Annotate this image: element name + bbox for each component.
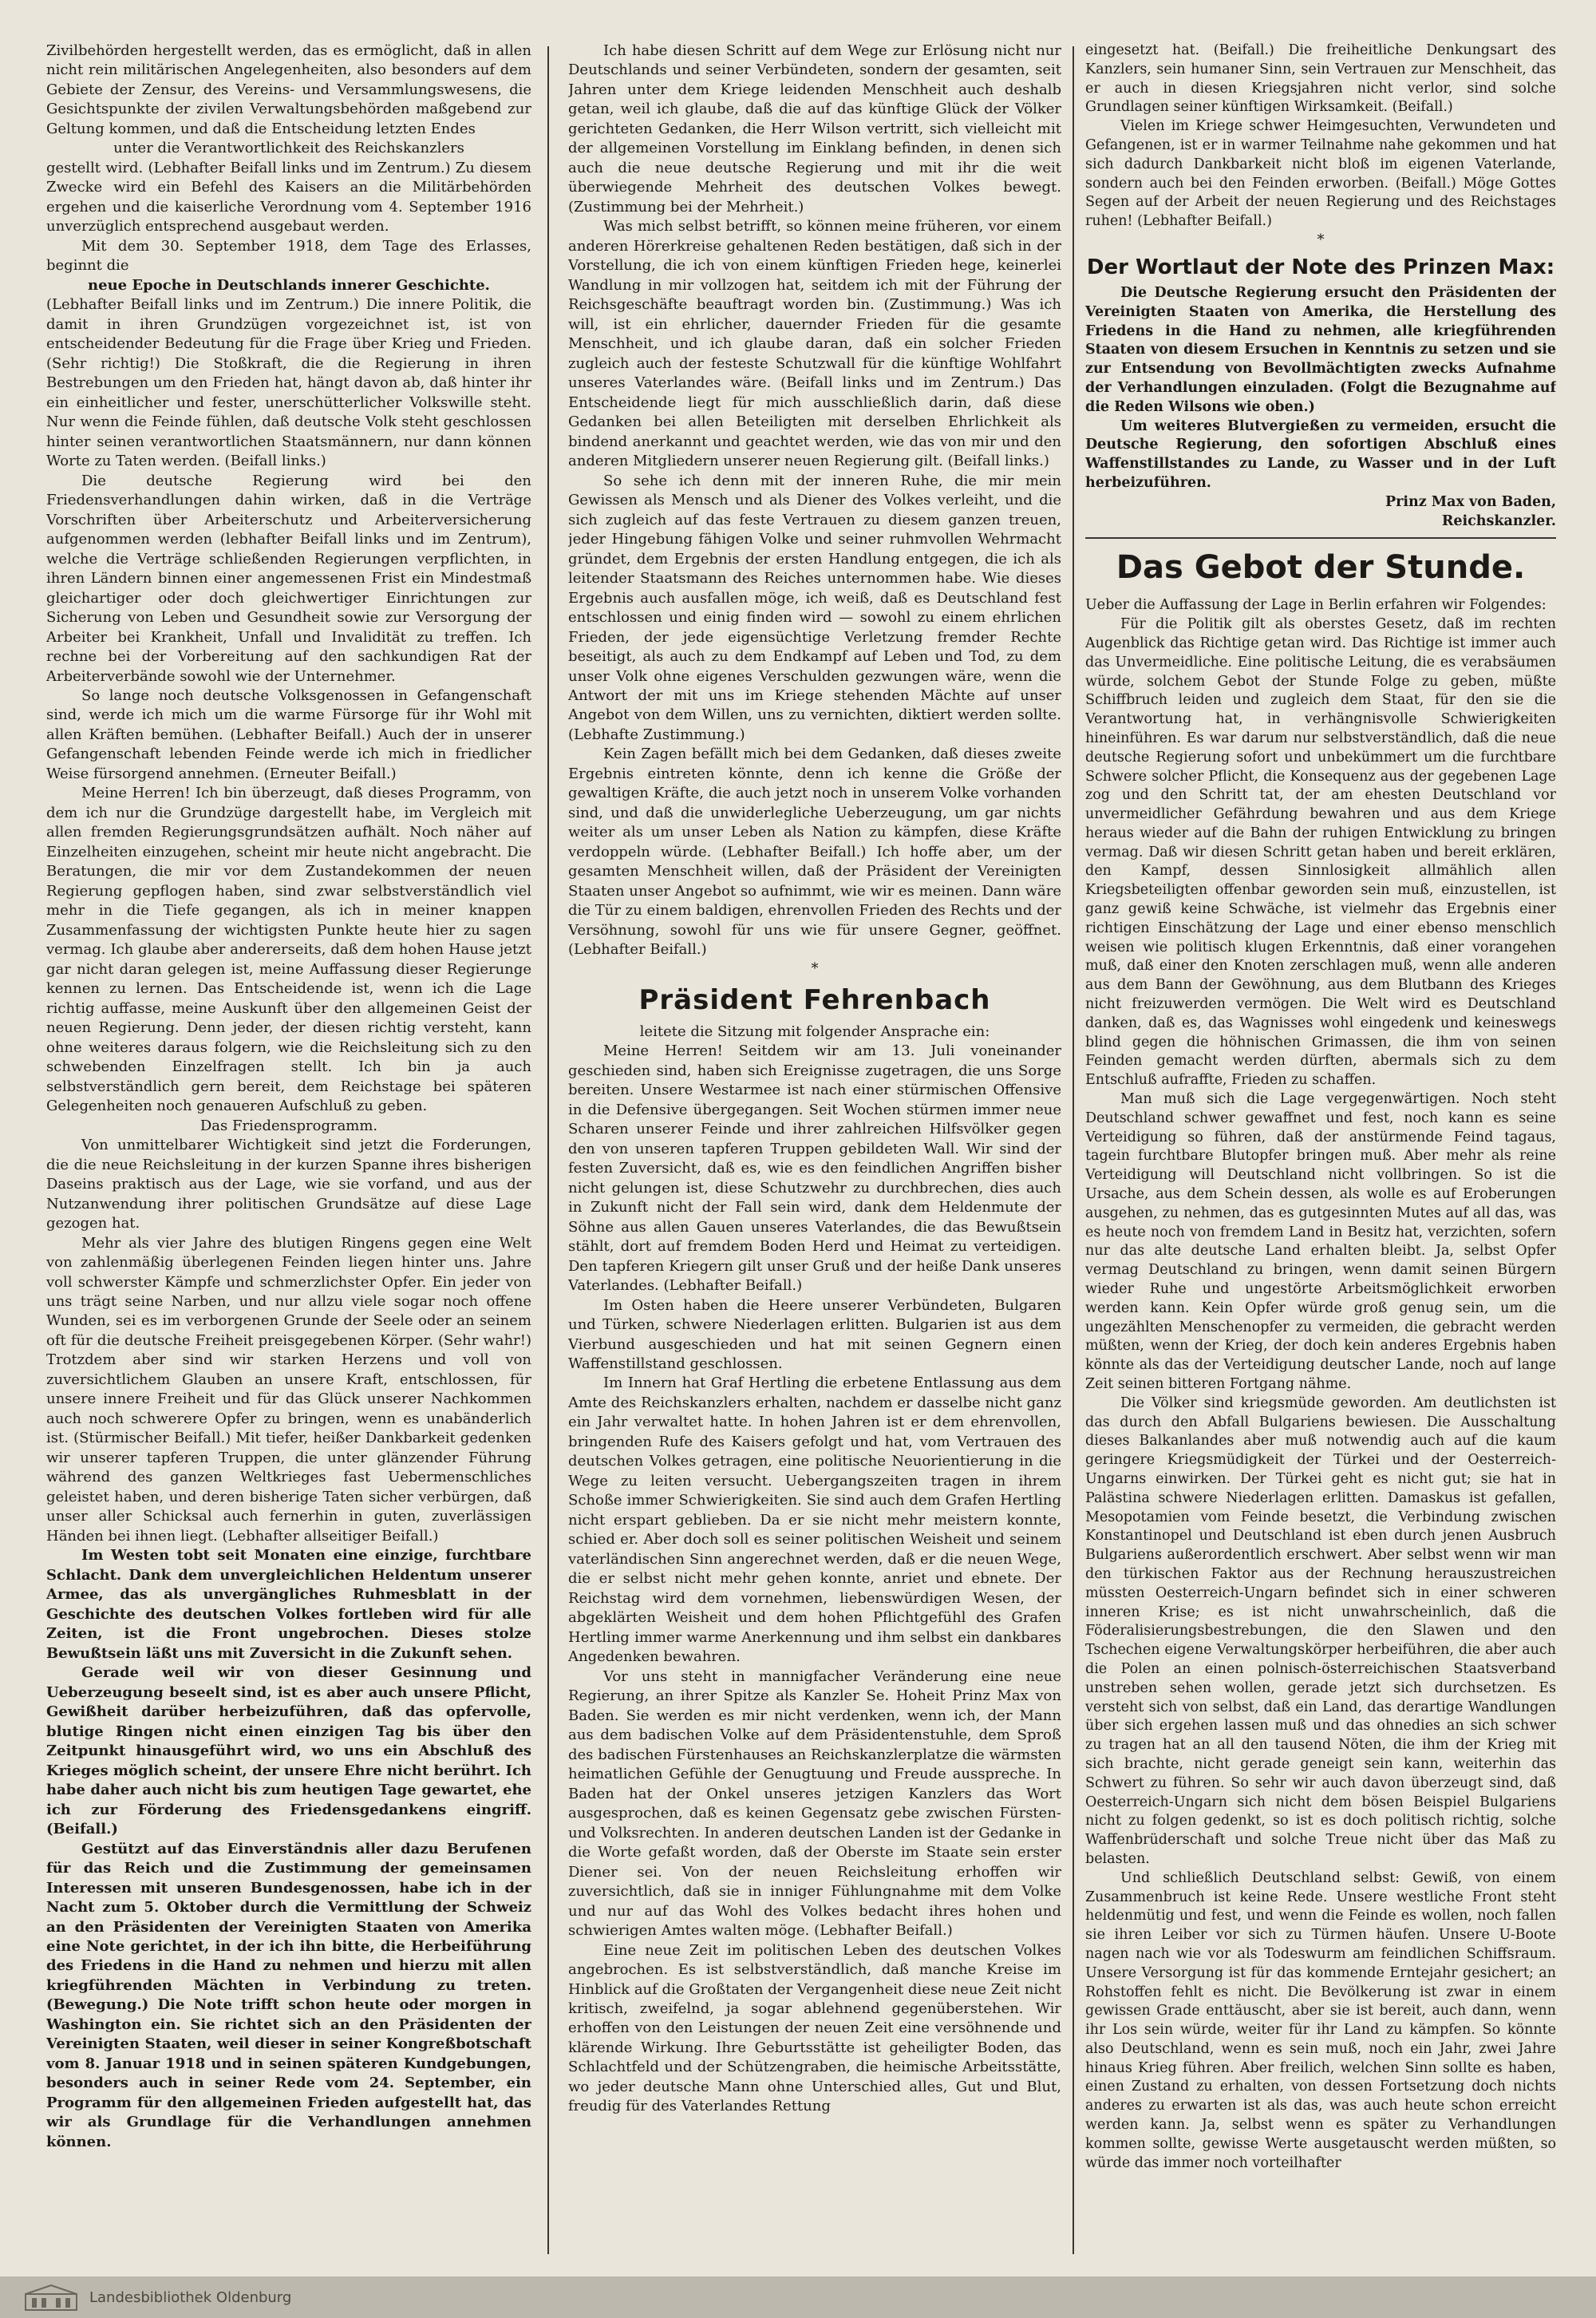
column-left: [46, 42, 531, 2270]
column-rule: [547, 46, 549, 2254]
paragraph: Ich habe diesen Schritt auf dem Wege zur Erlösung nicht nur Deutschlands und seiner Verbündeten, sondern der gesamten, seit Jahren unter dem Kriege leidenden Menschheit auch deshalb getan, weil ich glaube, daß die auf das künftige Glück der Völker gerichteten Gedanken, die Herr Wilson vertritt, sich vielleicht mit der allgemeinen Vorstellung im Einklang befinden, in denen sich auch die neue deutsche Regierung und mit ihr die weit überwiegende Mehrheit des deutschen Volkes bewegt. (Zustimmung bei der Mehrheit.): [568, 42, 1061, 216]
paragraph: Reichskanzler.: [1441, 512, 1556, 529]
paragraph: eingesetzt hat. (Beifall.) Die freiheitliche Denkungsart des Kanzlers, sein humaner Sinn, sein Vertrauen zur Menschheit, das er auch in diesen Kriegsjahren nicht verlor, sind solche Grundlagen seiner künftigen Wirksamkeit. (Beifall.): [1085, 42, 1556, 116]
paragraph: Die deutsche Regierung wird bei den Friedensverhandlungen dahin wirken, daß in die Verträge Vorschriften über Arbeiterschutz und Arbeiterversicherung aufgenommen werden (lebhafter Beifall links und im Zentrum), welche die Verträge schließenden Regierungen verpflichten, in ihren Ländern binnen einer angemessenen Frist ein Mindestmaß gleichartiger oder doch gleichwertiger Einrichtungen zur Sicherung von Leben und Gesundheit sowie zur Versorgung der Arbeiter bei Krankheit, Unfall und Invalidität zu treffen. Ich rechne bei der Vorbereitung auf den sachkundigen Rat der Arbeiterverbände sowohl wie der Unternehmer.: [46, 472, 531, 685]
article-headline: Das Gebot der Stunde.: [1116, 549, 1526, 587]
paragraph: Mit dem 30. September 1918, dem Tage des Erlasses, beginnt die: [46, 237, 531, 275]
paragraph: Die Deutsche Regierung ersucht den Präsidenten der Vereinigten Staaten von Amerika, die Herstellung des Friedens in die Hand zu nehmen, alle kriegführenden Staaten von diesem Ersuchen in Kenntnis zu setzen und sie zur Entsendung von Bevollmächtigten zwecks Aufnahme der Verhandlungen einzuladen. (Folgt die Bezugnahme auf die Reden Wilsons wie oben.): [1085, 284, 1556, 415]
paragraph: unter die Verantwortlichkeit des Reichskanzlers: [113, 140, 464, 157]
paragraph: Vielen im Kriege schwer Heimgesuchten, Verwundeten und Gefangenen, ist er in warmer Teilnahme nahe gekommen und hat sich dadurch Dankbarkeit nicht bloß im eigenen Vaterlande, sondern auch bei den Feinden erworben. (Beifall.) Möge Gottes Segen auf der Arbeit der neuen Regierung und des Reichstages ruhen! (Lebhafter Beifall.): [1085, 118, 1556, 230]
divider: [1085, 537, 1556, 539]
paragraph: Man muß sich die Lage vergegenwärtigen. Noch steht Deutschland schwer gewaffnet und fest, noch kann es seine Verteidigung so führen, daß der anstürmende Feind tagaus, tagein furchtbare Blutopfer bringen muß. Aber mehr als reine Verteidigung will Deutschland nicht vollbringen. So ist die Ursache, aus dem Schein dessen, als wolle es auf Eroberungen ausgehen, zu nehmen, das es gutgesinnten Mutes auf all das, was es heute noch von fremdem Land in Besitz hat, verzichten, sofern nur das alte deutsche Land erhalten bleibt. Ja, selbst Opfer vermag Deutschland zu bringen, wenn damit seinen Bürgern wieder Ruhe und ungestörte Arbeitsmöglichkeit erworben werden kann. Kein Opfer würde groß genug sein, um die ungezählten Menschenopfer zu vermeiden, die gebracht werden müßten, wenn der Krieg, der doch kein anderes Ergebnis haben könnte als das der Verteidigung deutscher Lande, noch auf lange Zeit seinen bitteren Fortgang nähme.: [1085, 1091, 1556, 1392]
separator-star: *: [1317, 231, 1325, 248]
paragraph: Das Friedensprogramm.: [200, 1117, 378, 1134]
paragraph: Ueber die Auffassung der Lage in Berlin erfahren wir Folgendes:: [1085, 597, 1547, 614]
paragraph: Im Osten haben die Heere unserer Verbündeten, Bulgaren und Türken, schwere Niederlagen erlitten. Bulgarien ist aus dem Vierbund ausgeschieden und hat mit seinen Gegnern einen Waffenstillstand geschlossen.: [568, 1296, 1061, 1372]
paragraph: Von unmittelbarer Wichtigkeit sind jetzt die Forderungen, die die neue Reichsleitung in der kurzen Spanne ihres bisherigen Daseins praktisch aus der Lage, wie sie vorfand, und aus der Nutzanwendung ihrer politischen Grundsätze auf diese Lage gezogen hat.: [46, 1137, 531, 1232]
paragraph: So lange noch deutsche Volksgenossen in Gefangenschaft sind, werde ich mich um die warme Fürsorge für ihr Wohl mit allen Kräften bemühen. (Lebhafter Beifall.) Auch der in unserer Gefangenschaft lebenden Feinde werde ich mich in friedlicher Weise fürsorgend annehmen. (Erneuter Beifall.): [46, 686, 531, 782]
section-heading: Präsident Fehrenbach: [638, 983, 991, 1016]
paragraph: neue Epoche in Deutschlands innerer Geschichte.: [88, 276, 490, 294]
paragraph: Kein Zagen befällt mich bei dem Gedanken, daß dieses zweite Ergebnis eintreten könnte, denn ich kenne die Größe der gewaltigen Kräfte, die auch jetzt noch in unserem Volke vorhanden sind, und daß die unwiderlegliche Ueberzeugung, um gar nichts weiter als um unser Leben als Nation zu kämpfen, diese Kräfte verdoppeln würde. (Lebhafter Beifall.) Ich hoffe aber, um der gesamten Menschheit willen, daß der Präsident der Vereinigten Staaten unser Angebot so aufnimmt, wie wir es meinen. Dann wäre die Tür zu einem baldigen, ehrenvollen Frieden des Rechts und der Versöhnung, sowohl für uns wie für unsere Gegner, geöffnet. (Lebhafter Beifall.): [568, 746, 1061, 959]
column-right: [1085, 42, 1556, 2270]
paragraph: Mehr als vier Jahre des blutigen Ringens gegen eine Welt von zahlenmäßig überlegenen Feinden liegen hinter uns. Jahre voll schwerster Kämpfe und schmerzlichster Opfer. Ein jeder von uns trägt seine Narben, und nur allzu viele sogar noch offene Wunden, sei es im verborgenen Grunde der Seele oder an seinem oft für die deutsche Freiheit preisgegebenen Körper. (Sehr wahr!) Trotzdem aber sind wir starken Herzens und voll von zuversichtlichem Glauben an unsere Kraft, entschlossen, für unsere innere Freiheit und für das Glück unserer Nachkommen auch noch schwerere Opfer zu bringen, wenn es unabänderlich ist. (Stürmischer Beifall.) Mit tiefer, heißer Dankbarkeit gedenken wir unserer tapferen Truppen, die unter glänzender Führung während des ganzen Weltkrieges fast Uebermenschliches geleistet haben, und deren bisherige Taten sicher verbürgen, daß unser aller Schicksal auch fernerhin in guten, zuverlässigen Händen bei ihnen liegt. (Lebhafter allseitiger Beifall.): [46, 1234, 531, 1545]
paragraph: Eine neue Zeit im politischen Leben des deutschen Volkes angebrochen. Es ist selbstverständlich, daß manche Kreise im Hinblick auf die Großtaten der Vergangenheit diese neue Zeit nicht kritisch, zweifelnd, ja sogar ablehnend gegenüberstehen. Wir erhoffen von den Leistungen der neuen Zeit eine versöhnende und klärende Wirkung. Ihre Geburtsstätte ist geheiligter Boden, das Schlachtfeld und der Schützengraben, die heimische Arbeitsstätte, wo jeder deutsche Mann ohne Unterschied alles, Gut und Blut, freudig für des Vaterlandes Rettung: [568, 1941, 1061, 2115]
paragraph: Meine Herren! Ich bin überzeugt, daß dieses Programm, von dem ich nur die Grundzüge dargestellt habe, im Vergleich mit allen fremden Regierungsgrundsätzen aufhält. Noch näher auf Einzelheiten einzugehen, scheint mir heute nicht angebracht. Die Beratungen, die mir vor dem Zustandekommen der neuen Regierung gepflogen haben, sind zwar selbstverständlich viel mehr in die Tiefe gegangen, als ich in meiner knappen Zusammenfassung der wichtigsten Punkte heute hier zu sagen vermag. Ich glaube aber andererseits, daß dem hohen Hause jetzt gar nicht daran gelegen ist, meine Auffassung dieser Regierunge kennen zu lernen. Das Entscheidende ist, wenn ich die Lage richtig auffasse, meine Auskunft über den allgemeinen Geist der neuen Regierung. Denn jeder, der diesen richtig versteht, kann ohne weiteres daraus folgern, wie die Reichsleitung sich zu den schwebenden Einzelfragen stellt. Ich bin ja auch selbstverständlich gern bereit, dem Reichstage bei späteren Gelegenheiten noch genaueren Aufschluß zu geben.: [46, 785, 531, 1115]
paragraph: Meine Herren! Seitdem wir am 13. Juli voneinander geschieden sind, haben sich Ereignisse zugetragen, die uns Sorge bereiten. Unsere Westarmee ist nach einer stürmischen Offensive in die Defensive übergegangen. Seit Wochen stürmen immer neue Scharen unserer Feinde und ihrer zahlreichen Hilfsvölker gegen den von unseren tapferen Truppen gebildeten Wall. Wir sind der festen Zuversicht, daß es, wie es den feindlichen Angriffen bisher nicht gelungen ist, diese Schutzwehr zu durchbrechen, dies auch in Zukunft nicht der Fall sein wird, dank dem Heldenmute der Söhne aus allen Gauen unseres Vaterlandes, die das Bewußtsein stählt, dort auf fremdem Boden Herd und Heimat zu verteidigen. Den tapferen Kriegern gilt unser Gruß und der heiße Dank unseres Vaterlandes. (Lebhafter Beifall.): [568, 1042, 1061, 1295]
footer-bar: [0, 2276, 1596, 2318]
library-name: Landesbibliothek Oldenburg: [89, 2288, 292, 2306]
paragraph: leitete die Sitzung mit folgender Ansprache ein:: [639, 1023, 990, 1040]
paragraph: Um weiteres Blutvergießen zu vermeiden, ersucht die Deutsche Regierung, den sofortigen Abschluß eines Waffenstillstandes zu Lande, zu Wasser und in der Luft herbeizuführen.: [1085, 417, 1556, 491]
paragraph: Für die Politik gilt als oberstes Gesetz, daß im rechten Augenblick das Richtige getan wird. Das Richtige ist immer auch das Unvermeidliche. Eine politische Leitung, die es verabsäumen würde, solchem Gebot der Stunde Folge zu geben, müßte Schiffbruch leiden und zugleich dem Staat, für den sie die Verantwortung hat, in verhängnisvolle Schwierigkeiten hineinführen. Es war darum nur selbstverständlich, daß die neue deutsche Regierung sofort und unbekümmert um die furchtbare Schwere solcher Pflicht, die Konsequenz aus der gegebenen Lage zog und den Schritt tat, der am ehesten Deutschland vor unvermeidlicher Gefährdung bewahren und aus dem Kriege heraus wieder auf die Bahn der ruhigen Entwicklung zu bringen vermag. Daß wir diesen Schritt getan haben und bereit erklären, den Kampf, dessen Sinnlosigkeit allmählich allen Kriegsbeteiligten offenbar geworden sein muß, einzustellen, ist ganz gewiß keine Schwäche, ist vielmehr das Ergebnis einer richtigen Einschätzung der Lage und einer ebenso menschlich weisen wie politisch klugen Erkenntnis, daß einer vorangehen muß, daß einer den Knoten zerschlagen muß, wenn alle anderen aus dem Bann der Gewöhnung, aus dem Blutbann des Krieges nicht freizuwerden vermögen. Die Welt wird es Deutschland danken, daß es, das Wagnisses wohl eingedenk und keineswegs blind gegen die höhnischen Grimassen, die ihm von seinen Feinden gemacht werden dürften, abermals sich zu dem Entschluß aufraffte, Frieden zu schaffen.: [1085, 616, 1556, 1089]
note-heading: Der Wortlaut der Note des Prinzen Max:: [1086, 255, 1555, 279]
column-rule: [1073, 46, 1074, 2254]
paragraph: gestellt wird. (Lebhafter Beifall links und im Zentrum.) Zu diesem Zwecke wird ein Befehl des Kaisers an die Militärbehörden ergehen und die kaiserliche Verordnung vom 4. September 1916 unverzüglich entsprechend ausgebaut werden.: [46, 159, 531, 235]
paragraph: Vor uns steht in mannigfacher Veränderung eine neue Regierung, an ihrer Spitze als Kanzler Se. Hoheit Prinz Max von Baden. Sie werden es mir nicht verdenken, wenn ich, der Mann aus dem badischen Volke auf dem Präsidentenstuhle, dem Sproß des badischen Fürstenhauses an Reichskanzlerplatze die wärmsten heimatlichen Gefühle der Genugtuung und Freude ausspreche. In Baden hat der Onkel unseres jetzigen Kanzlers das Wort ausgesprochen, daß es keinen Gegensatz gebe zwischen Fürsten- und Volksrechten. In anderen deutschen Landen ist der Gedanke in die Worte gefaßt worden, daß der Oberste im Staate sein erster Diener sei. Von der neuen Reichsleitung erhoffen wir zuversichtlich, daß sie in inniger Fühlungnahme mit dem Volke und nur auf das Wohl des Volkes bedacht ihres hohen und schwierigen Amtes walten möge. (Lebhafter Beifall.): [568, 1667, 1061, 1940]
separator-star: *: [811, 959, 819, 977]
paragraph: (Lebhafter Beifall links und im Zentrum.) Die innere Politik, die damit in ihren Grundzügen vorgezeichnet ist, ist von entscheidender Bedeutung für die Frage über Krieg und Frieden. (Sehr richtig!) Die Stoßkraft, die die Regierung in ihren Bestrebungen um den Frieden hat, hängt davon ab, daß hinter ihr ein einheitlicher und fester, unerschütterlicher Volkswille steht. Nur wenn die Feinde fühlen, daß deutsche Volk steht geschlossen hinter seinen verantwortlichen Staatsmännern, nur dann können Worte zu Taten werden. (Beifall links.): [46, 296, 531, 470]
paragraph: Im Innern hat Graf Hertling die erbetene Entlassung aus dem Amte des Reichskanzlers erhalten, nachdem er dasselbe nicht ganz ein Jahr verwaltet hatte. In hohen Jahren ist er dem ehrenvollen, bringenden Rufe des Kaisers gefolgt und hat, vom Vertrauen des deutschen Volkes getragen, eine politische Neuorientierung in die Wege zu leiten versucht. Uebergangszeiten tragen in ihrem Schoße immer Schwierigkeiten. Sie sind auch dem Grafen Hertling nicht erspart geblieben. Da er sie nicht mehr meistern konnte, schied er. Aber doch soll es seiner politischen Weisheit und seinem vaterländischen Sinn angerechnet werden, daß er die neuen Wege, die er selbst nicht mehr gehen konnte, anriet und ebnete. Der Reichstag wird dem vornehmen, liebenswürdigen Wesen, der abgeklärten Weisheit und dem hohen Pflichtgefühl des Grafen Hertling immer warme Anerkennung und ihm selbst ein dankbares Angedenken bewahren.: [568, 1375, 1061, 1666]
paragraph: Die Völker sind kriegsmüde geworden. Am deutlichsten ist das durch den Abfall Bulgariens bewiesen. Die Ausschaltung dieses Balkanlandes aber muß notwendig auch auf die kaum geringere Kriegsmüdigkeit der Türkei und der Oesterreich-Ungarns einwirken. Der Türkei geht es nicht gut; sie hat in Palästina schwere Niederlagen erlitten. Damaskus ist gefallen, Mesopotamien vom Feinde besetzt, die Verbindung zwischen Konstantinopel und Deutschland ist eben durch jenen Ausbruch Bulgariens außerordentlich erschwert. Aber selbst wenn wir man den türkischen Faktor aus der Rechnung herauszustreichen müssten Oesterreich-Ungarn befindet sich in einer schweren inneren Krise; es ist nicht unwahrscheinlich, daß die Föderalisierungsbestrebungen, die den Slawen und den Tschechen eigene Verwaltungskörper herbeiführen, die aber auch die Polen an einen polnisch-österreichischen Staatsverband unstreben sehen wollen, gerade jetzt sich durchsetzen. Es versteht sich von selbst, daß ein Land, das derartige Wandlungen über sich ergehen lassen muß und das ohnedies an sich schwer zu tragen hat an all den tausend Nöten, die ihm der Krieg mit sich brachte, nicht gerade geneigt sein kann, weiterhin das Schwert zu führen. So sehr wir auch davon überzeugt sind, daß Oesterreich-Ungarn sich nicht dem bösen Beispiel Bulgariens nicht zu folgen gedenkt, so ist es doch politisch richtig, solche Waffenbrüderschaft und solche Treue nicht über das Maß zu belasten.: [1085, 1394, 1556, 1867]
paragraph: Und schließlich Deutschland selbst: Gewiß, von einem Zusammenbruch ist keine Rede. Unsere westliche Front steht heldenmütig und fest, und wenn die Feinde es wollen, noch fallen sie ihren Leiber vor sich zu Türmen häufen. Unsere U-Boote nagen nach wie vor als Todeswurm am feindlichen Schiffsraum. Unsere Versorgung ist für das kommende Erntejahr gesichert; an Rohstoffen fehlt es nicht. Die Bevölkerung ist zwar in einem gewissen Grade enttäuscht, aber sie ist bereit, auch dann, wenn ihr Los sein würde, weiter für ihr Land zu kämpfen. So könnte also Deutschland, wenn es sein muß, noch ein Jahr, zwei Jahre hinaus Krieg führen. Aber freilich, welchen Sinn sollte es haben, einen Zustand zu erhalten, von dessen Fortsetzung doch nichts anderes zu erwarten ist als das, was auch heute schon erreicht werden kann. Ja, selbst wenn es später zu Verhandlungen kommen sollte, gewisse Werte ausgetauscht werden müßten, so würde das immer noch vorteilhafter: [1085, 1869, 1556, 2171]
paragraph: Zivilbehörden hergestellt werden, das es ermöglicht, daß in allen nicht rein militärischen Angelegenheiten, also besonders auf dem Gebiete der Zensur, des Vereins- und Versammlungswesens, die Gesichtspunkte der zivilen Verwaltungsbehörden maßgebend zur Geltung kommen, und daß die Entscheidung letzten Endes: [46, 42, 531, 137]
column-middle: [568, 42, 1061, 2270]
paragraph: Prinz Max von Baden,: [1385, 493, 1556, 510]
paragraph: Was mich selbst betrifft, so können meine früheren, vor einem anderen Hörerkreise gehaltenen Reden bestätigen, daß sich in der Vorstellung, die ich von einem künftigen Frieden hege, keinerlei Wandlung in mir vollzogen hat, seitdem ich mit der Führung der Reichsgeschäfte beauftragt worden bin. (Zustimmung.) Was ich will, ist ein ehrlicher, dauernder Frieden für die gesamte Menschheit, und ich glaube daran, daß ein solcher Frieden zugleich auch der festeste Schutzwall für die künftige Wohlfahrt unseres Vaterlandes wäre. (Beifall links und im Zentrum.) Das Entscheidende liegt für mich ausschließlich darin, daß diese Gedanken bei allen Beteiligten mit derselben Ehrlichkeit als bindend anerkannt und geachtet werden, wie das von mir und den anderen Mitgliedern unserer neuen Regierung gilt. (Beifall links.): [568, 218, 1061, 470]
paragraph: So sehe ich denn mit der inneren Ruhe, die mir mein Gewissen als Mensch und als Diener des Volkes verleiht, und die sich zugleich auf das feste Vertrauen zu diesem ganzen treuen, jeder Hingebung fähigen Volke und seiner ruhmvollen Wehrmacht gründet, dem Ergebnis der ersten Handlung entgegen, die ich als leitender Staatsmann des Reiches unternommen habe. Wie dieses Ergebnis auch ausfallen möge, ich weiß, daß es Deutschland fest entschlossen und einig finden wird — sowohl zu einem ehrlichen Frieden, der jede eigensüchtige Verletzung fremder Rechte beseitigt, als auch zu dem Endkampf auf Leben und Tod, zu dem unser Volk ohne eigenes Verschulden gezwungen wäre, wenn die Antwort der mit uns im Kriege stehenden Mächte auf unser Angebot von dem Willen, uns zu vernichten, diktiert werden sollte. (Lebhafte Zustimmung.): [568, 472, 1061, 743]
library-building-icon: [24, 2283, 78, 2312]
paragraph: Gestützt auf das Einverständnis aller dazu Berufenen für das Reich und die Zustimmung der gemeinsamen Interessen mit unseren Bundesgenossen, habe ich in der Nacht zum 5. Oktober durch die Vermittlung der Schweiz an den Präsidenten der Vereinigten Staaten von Amerika eine Note gerichtet, in der ich ihn bitte, die Herbeiführung des Friedens in die Hand zu nehmen und hierzu mit allen kriegführenden Mächten in Verbindung zu treten. (Bewegung.) Die Note trifft schon heute oder morgen in Washington ein. Sie richtet sich an den Präsidenten der Vereinigten Staaten, weil dieser in seiner Kongreßbotschaft vom 8. Januar 1918 und in seinen späteren Kundgebungen, besonders auch in seiner Rede vom 24. September, ein Programm für den allgemeinen Frieden aufgestellt hat, das wir als Grundlage für die Verhandlungen annehmen können.: [46, 1840, 531, 2150]
paragraph: Gerade weil wir von dieser Gesinnung und Ueberzeugung beseelt sind, ist es aber auch unsere Pflicht, Gewißheit darüber herbeizuführen, daß das opfervolle, blutige Ringen nicht einen einzigen Tag bis über den Zeitpunkt hinausgeführt wird, wo uns ein Abschluß des Krieges möglich scheint, der unsere Ehre nicht berührt. Ich habe daher auch nicht bis zum heutigen Tage gewartet, ehe ich zur Förderung des Friedensgedankens eingriff. (Beifall.): [46, 1664, 531, 1838]
paragraph: Im Westen tobt seit Monaten eine einzige, furchtbare Schlacht. Dank dem unvergleichlichen Heldentum unserer Armee, das als unvergängliches Ruhmesblatt in der Geschichte des deutschen Volkes fortleben wird für alle Zeiten, ist die Front ungebrochen. Dieses stolze Bewußtsein läßt uns mit Zuversicht in die Zukunft sehen.: [46, 1547, 531, 1662]
